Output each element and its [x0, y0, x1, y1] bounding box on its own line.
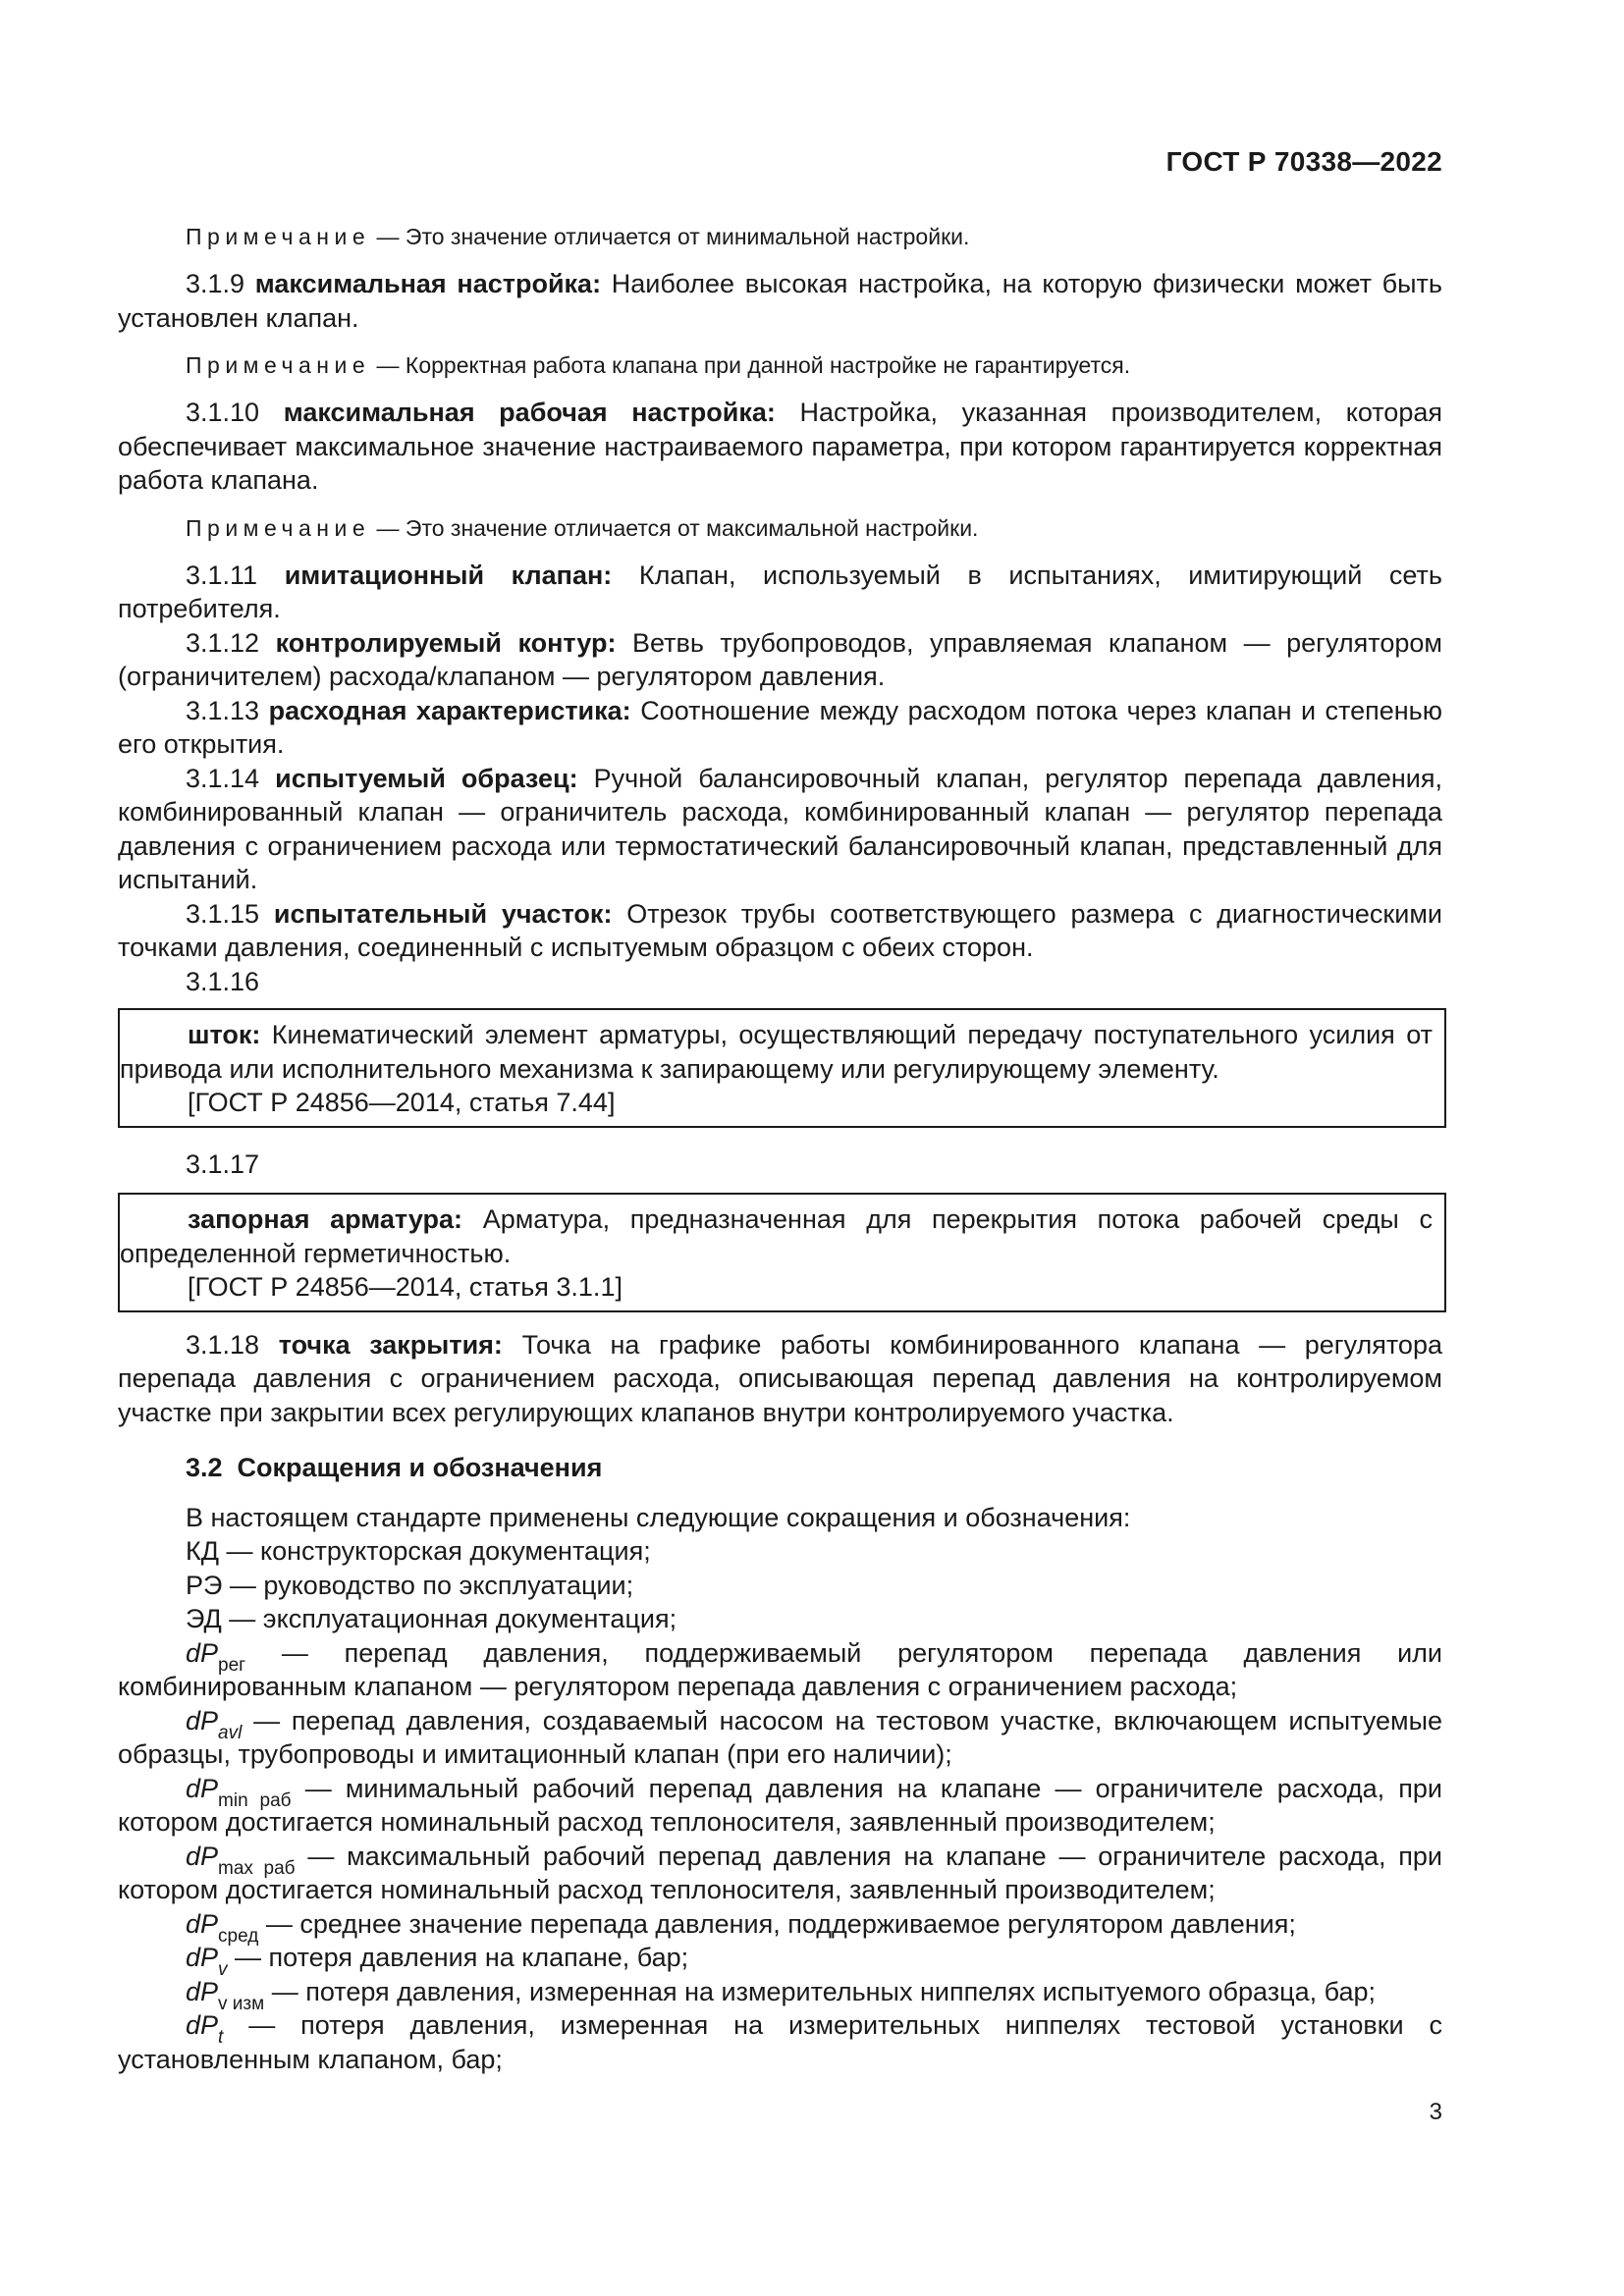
term-entry [118, 267, 1442, 335]
term-entry [120, 1018, 1433, 1086]
term-name: точка закрытия: [278, 1329, 503, 1360]
section-heading: 3.2 Сокращения и обозначения [186, 1453, 603, 1482]
note-label: Примечание [186, 224, 371, 249]
note-text: — Корректная работа клапана при данной настройке не гарантируется. [376, 352, 1131, 378]
term-number: 3.1.10 [186, 398, 260, 427]
term-name: испытательный участок: [273, 898, 613, 929]
document-code: ГОСТ Р 70338—2022 [1165, 146, 1442, 177]
term-entry [118, 694, 1442, 762]
term-definition: Наиболее высокая настройка, на которую физически может быть установлен клапан. [118, 269, 1442, 333]
symbol-base: dP [186, 1976, 219, 2006]
term-name: имитационный клапан: [284, 560, 613, 590]
symbol-item [118, 2008, 1442, 2076]
note-label: Примечание [186, 352, 371, 378]
term-definition: Кинематический элемент арматуры, осуществляющий передачу поступательного усилия от привода или исполнительного механизма к запирающему или регулирующему элементу. [120, 1020, 1433, 1084]
term-definition: Клапан, используемый в испытаниях, имитирующий сеть потребителя. [118, 560, 1442, 623]
abbreviation-item: ЭД — эксплуатационная документация; [186, 1604, 677, 1633]
note-text: — Это значение отличается от максимальной настройки. [376, 514, 979, 541]
symbol-definition: — потеря давления, измеренная на измерительных ниппелях испытуемого образца, бар; [264, 1976, 1376, 2006]
symbol-item [118, 1772, 1442, 1840]
symbol-base: dP [186, 1773, 219, 1803]
page-content [118, 222, 1442, 2076]
symbol-subscript: avl [218, 1722, 243, 1743]
term-number: 3.1.9 [186, 269, 245, 298]
term-definition: Отрезок трубы соответствующего размера с диагностическими точками давления, соединенный с испытуемым образцом с обеих сторон. [118, 898, 1442, 962]
abbreviation-item: КД — конструкторская документация; [186, 1536, 651, 1566]
symbol-definition: — минимальный рабочий перепад давления на клапане — ограничителе расхода, при котором достигается номинальный расход теплоносителя, заявленный производителем; [118, 1773, 1442, 1837]
term-entry [120, 1202, 1433, 1270]
term-entry [118, 626, 1442, 694]
symbol-subscript: max раб [218, 1857, 296, 1879]
term-number-line: 3.1.16 [186, 966, 260, 996]
section-intro: В настоящем стандарте применены следующие сокращения и обозначения: [186, 1502, 1131, 1532]
term-name: контролируемый контур: [275, 627, 617, 658]
term-entry [118, 396, 1442, 498]
term-entry [118, 1328, 1442, 1430]
term-name: шток: [188, 1020, 261, 1049]
term-definition: Ручной балансировочный клапан, регулятор перепада давления, комбинированный клапан — ограничитель расхода, комбинированный клапан — регулятор перепада давления с ограничением расхода или термостатический балансировочный клапан, представленный для испытаний. [118, 763, 1442, 894]
symbol-subscript: сред [218, 1925, 259, 1947]
term-entry [118, 897, 1442, 965]
term-entry [118, 559, 1442, 626]
symbol-base: dP [186, 1908, 219, 1939]
term-reference: [ГОСТ Р 24856—2014, статья 7.44] [188, 1088, 616, 1117]
page-number: 3 [1429, 2099, 1442, 2125]
symbol-definition: — перепад давления, создаваемый насосом на тестовом участке, включающем испытуемые образцы, трубопроводы и имитационный клапан (при его наличии); [118, 1705, 1442, 1769]
term-number: 3.1.11 [186, 560, 258, 590]
symbol-base: dP [186, 1841, 219, 1871]
symbol-base: dP [186, 1637, 219, 1668]
term-definition: Соотношение между расходом потока через клапан и степенью его открытия. [118, 695, 1442, 759]
symbol-definition: — максимальный рабочий перепад давления на клапане — ограничителе расхода, при котором достигается номинальный расход теплоносителя, заявленный производителем; [118, 1841, 1442, 1904]
note [118, 513, 1442, 543]
symbol-item [118, 1636, 1442, 1704]
term-reference: [ГОСТ Р 24856—2014, статья 3.1.1] [188, 1272, 623, 1302]
term-definition: Ветвь трубопроводов, управляемая клапаном — регулятором (ограничителем) расхода/клапаном — регулятором давления. [118, 627, 1442, 691]
symbol-definition: — потеря давления, измеренная на измерительных ниппелях тестовой установки с установленным клапаном, бар; [118, 2010, 1442, 2074]
term-definition: Настройка, указанная производителем, которая обеспечивает максимальное значение настраиваемого параметра, при котором гарантируется корректная работа клапана. [118, 398, 1442, 495]
term-name: расходная характеристика: [268, 695, 631, 725]
symbol-item [118, 1907, 1442, 1947]
symbol-definition: — перепад давления, поддерживаемый регулятором перепада давления или комбинированным клапаном — регулятором перепада давления с ограничением расхода; [118, 1637, 1442, 1701]
term-number: 3.1.12 [186, 627, 260, 658]
term-number: 3.1.15 [186, 898, 260, 929]
term-name: максимальная рабочая настройка: [283, 398, 776, 427]
term-number: 3.1.18 [186, 1329, 260, 1360]
note-text: — Это значение отличается от минимальной настройки. [376, 224, 970, 249]
symbol-subscript: v изм [218, 1993, 265, 2014]
term-number: 3.1.14 [186, 763, 260, 793]
term-number: 3.1.13 [186, 695, 260, 725]
symbol-definition: — потеря давления на клапане, бар; [227, 1943, 689, 1972]
symbol-subscript: min раб [218, 1789, 292, 1811]
abbreviation-item: РЭ — руководство по эксплуатации; [186, 1570, 634, 1600]
term-number-line: 3.1.17 [186, 1148, 260, 1179]
note-label: Примечание [186, 514, 371, 541]
symbol-definition: — среднее значение перепада давления, поддерживаемое регулятором давления; [258, 1908, 1296, 1939]
symbol-item [118, 1840, 1442, 1907]
symbol-subscript: рег [218, 1654, 246, 1676]
note [118, 222, 1442, 251]
symbol-subscript: v [218, 1959, 228, 1980]
term-name: испытуемый образец: [275, 763, 578, 793]
symbol-subscript: t [218, 2027, 224, 2048]
symbol-item [118, 1975, 1442, 2014]
term-name: максимальная настройка: [254, 269, 602, 298]
term-definition: Точка на графике работы комбинированного клапана — регулятора перепада давления с ограничением расхода, описывающая перепад давления на контролируемом участке при закрытии всех регулирующих клапанов внутри контролируемого участка. [118, 1329, 1442, 1427]
symbol-base: dP [186, 1943, 219, 1972]
term-entry [118, 762, 1442, 897]
symbol-base: dP [186, 2010, 219, 2040]
term-definition: Арматура, предназначенная для перекрытия потока рабочей среды с определенной герметичностью. [120, 1204, 1433, 1268]
symbol-base: dP [186, 1705, 219, 1735]
symbol-item [118, 1704, 1442, 1772]
symbol-item [118, 1941, 1442, 1980]
quoted-term-box [118, 1008, 1446, 1128]
note [118, 350, 1442, 380]
term-name: запорная арматура: [188, 1204, 462, 1234]
quoted-term-box [118, 1193, 1446, 1312]
